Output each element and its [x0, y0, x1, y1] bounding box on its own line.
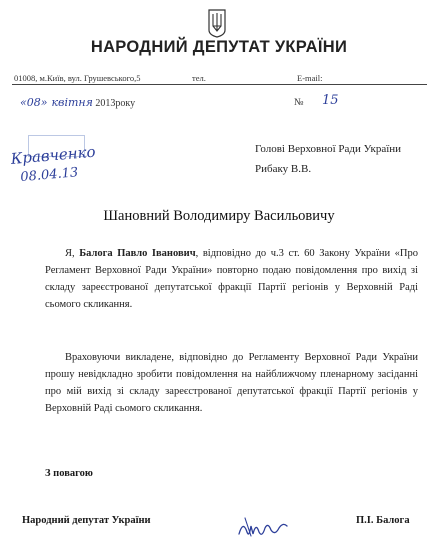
signer-name: П.І. Балога: [356, 515, 410, 526]
date-day: «08»: [20, 96, 48, 109]
closing-regards: З повагою: [45, 468, 93, 479]
trident-emblem-icon: [206, 8, 228, 38]
letterhead-title: НАРОДНИЙ ДЕПУТАТ УКРАЇНИ: [90, 38, 348, 56]
date-year: 2013року: [95, 98, 136, 109]
salutation: Шановний Володимиру Васильовичу: [103, 208, 335, 224]
paragraph-2: Враховуючи викладене, відповідно до Регламенту Верховної Ради України прошу невідкладно зробити повідомлення на найближчому пленарному засіданні про мій вихід зі складу зареєстрованої депутатської фракції Партії регіонів у Верховній Раді сьомого скликання.: [45, 352, 418, 414]
date-month: квітня: [51, 96, 93, 109]
addressee-line-1: Голові Верховної Ради України: [255, 143, 402, 155]
sender-address: 01008, м.Київ, вул. Грушевського,5: [14, 73, 141, 83]
addressee-line-2: Рибаку В.В.: [255, 163, 312, 175]
handwritten-resolution: [10, 143, 98, 188]
number-value: 15: [322, 93, 339, 108]
handwritten-signature-icon: [237, 514, 289, 540]
signer-title: Народний депутат України: [22, 515, 151, 526]
paragraph-1-start: Я,: [65, 248, 75, 259]
resolution-date: 08.04.13: [19, 165, 79, 186]
letter-date: [20, 96, 135, 109]
paragraph-1-text: , відповідно до ч.3 ст. 60 Закону України «Про Регламент Верховної Ради України» повторно подаю повідомлення про вихід зі складу зареєстрованої депутатської фракції Партії регіонів у Верховній Раді сьомого скликання.: [45, 248, 419, 310]
email-label: E-mail:: [297, 73, 323, 83]
paragraph-1: [45, 245, 418, 313]
resolution-name: Кравченко: [10, 142, 97, 168]
tel-label: тел.: [192, 73, 206, 83]
author-name: Балога Павло Іванович: [79, 248, 196, 259]
header-divider: [12, 84, 427, 85]
number-label: №: [294, 97, 304, 108]
